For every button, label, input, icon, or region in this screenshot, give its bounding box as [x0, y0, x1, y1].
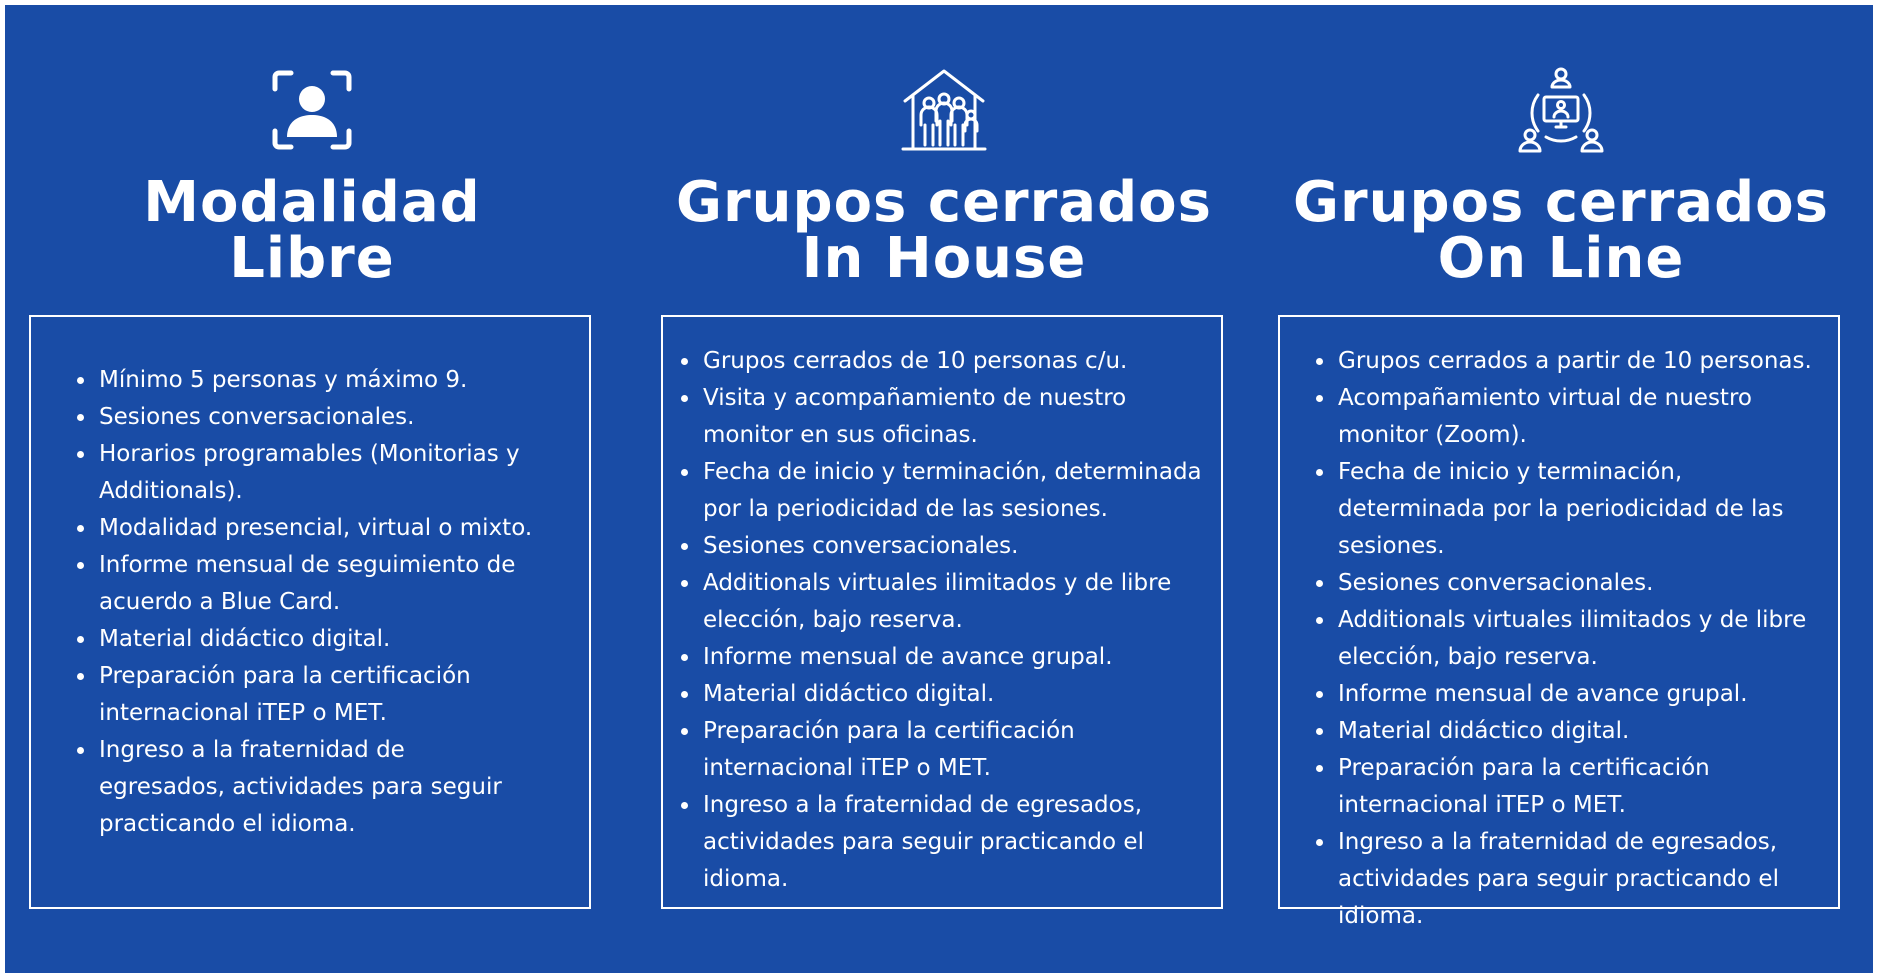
- online-meeting-icon: [1516, 65, 1606, 155]
- title-line-1: Grupos cerrados: [676, 170, 1212, 235]
- list-item: • Preparación para la certificación internacional iTEP o MET.: [701, 713, 1211, 787]
- column-on-line: [1278, 5, 1844, 973]
- list-item: • Sesiones conversacionales.: [701, 528, 1211, 565]
- list-item: • Informe mensual de avance grupal.: [1336, 676, 1828, 713]
- column-title: [1278, 170, 1844, 291]
- list-item: • Material didáctico digital.: [701, 676, 1211, 713]
- list-item: • Ingreso a la fraternidad de egresados, actividades para seguir practicando el idioma.: [701, 787, 1211, 898]
- list-item: • Modalidad presencial, virtual o mixto.: [97, 510, 533, 547]
- list-item: • Horarios programables (Monitorias y Additionals).: [97, 436, 533, 510]
- features-box: [29, 315, 591, 909]
- infographic-panel: [5, 5, 1873, 973]
- title-line-2: Libre: [229, 226, 395, 291]
- list-item: • Grupos cerrados a partir de 10 personas.: [1336, 343, 1828, 380]
- list-item: • Sesiones conversacionales.: [97, 399, 533, 436]
- list-item: • Preparación para la certificación internacional iTEP o MET.: [1336, 750, 1828, 824]
- list-item: • Material didáctico digital.: [1336, 713, 1828, 750]
- list-item: • Grupos cerrados de 10 personas c/u.: [701, 343, 1211, 380]
- list-item: • Acompañamiento virtual de nuestro monitor (Zoom).: [1336, 380, 1828, 454]
- list-item: • Informe mensual de seguimiento de acuerdo a Blue Card.: [97, 547, 533, 621]
- column-in-house: [661, 5, 1227, 973]
- list-item: • Fecha de inicio y terminación, determinada por la periodicidad de las sesiones.: [1336, 454, 1828, 565]
- list-item: • Additionals virtuales ilimitados y de libre elección, bajo reserva.: [701, 565, 1211, 639]
- list-item: • Additionals virtuales ilimitados y de libre elección, bajo reserva.: [1336, 602, 1828, 676]
- list-item: • Material didáctico digital.: [97, 621, 533, 658]
- column-title: [661, 170, 1227, 291]
- list-item: • Ingreso a la fraternidad de egresados, actividades para seguir practicando el idioma.: [97, 732, 533, 843]
- list-item: • Sesiones conversacionales.: [1336, 565, 1828, 602]
- list-item: • Visita y acompañamiento de nuestro monitor en sus oficinas.: [701, 380, 1211, 454]
- column-title: [29, 170, 595, 291]
- features-list: [31, 317, 589, 843]
- title-line-2: On Line: [1437, 226, 1685, 291]
- features-list: [1280, 317, 1838, 935]
- title-line-1: Modalidad: [143, 170, 481, 235]
- features-list: [663, 317, 1221, 898]
- title-line-2: In House: [801, 226, 1087, 291]
- person-frame-icon: [267, 65, 357, 155]
- list-item: • Mínimo 5 personas y máximo 9.: [97, 362, 533, 399]
- title-line-1: Grupos cerrados: [1293, 170, 1829, 235]
- list-item: • Informe mensual de avance grupal.: [701, 639, 1211, 676]
- list-item: • Ingreso a la fraternidad de egresados, actividades para seguir practicando el idioma.: [1336, 824, 1828, 935]
- features-box: [1278, 315, 1840, 929]
- list-item: • Fecha de inicio y terminación, determinada por la periodicidad de las sesiones.: [701, 454, 1211, 528]
- house-group-icon: [899, 65, 989, 155]
- column-modalidad-libre: [29, 5, 595, 973]
- features-box: [661, 315, 1223, 909]
- list-item: • Preparación para la certificación internacional iTEP o MET.: [97, 658, 533, 732]
